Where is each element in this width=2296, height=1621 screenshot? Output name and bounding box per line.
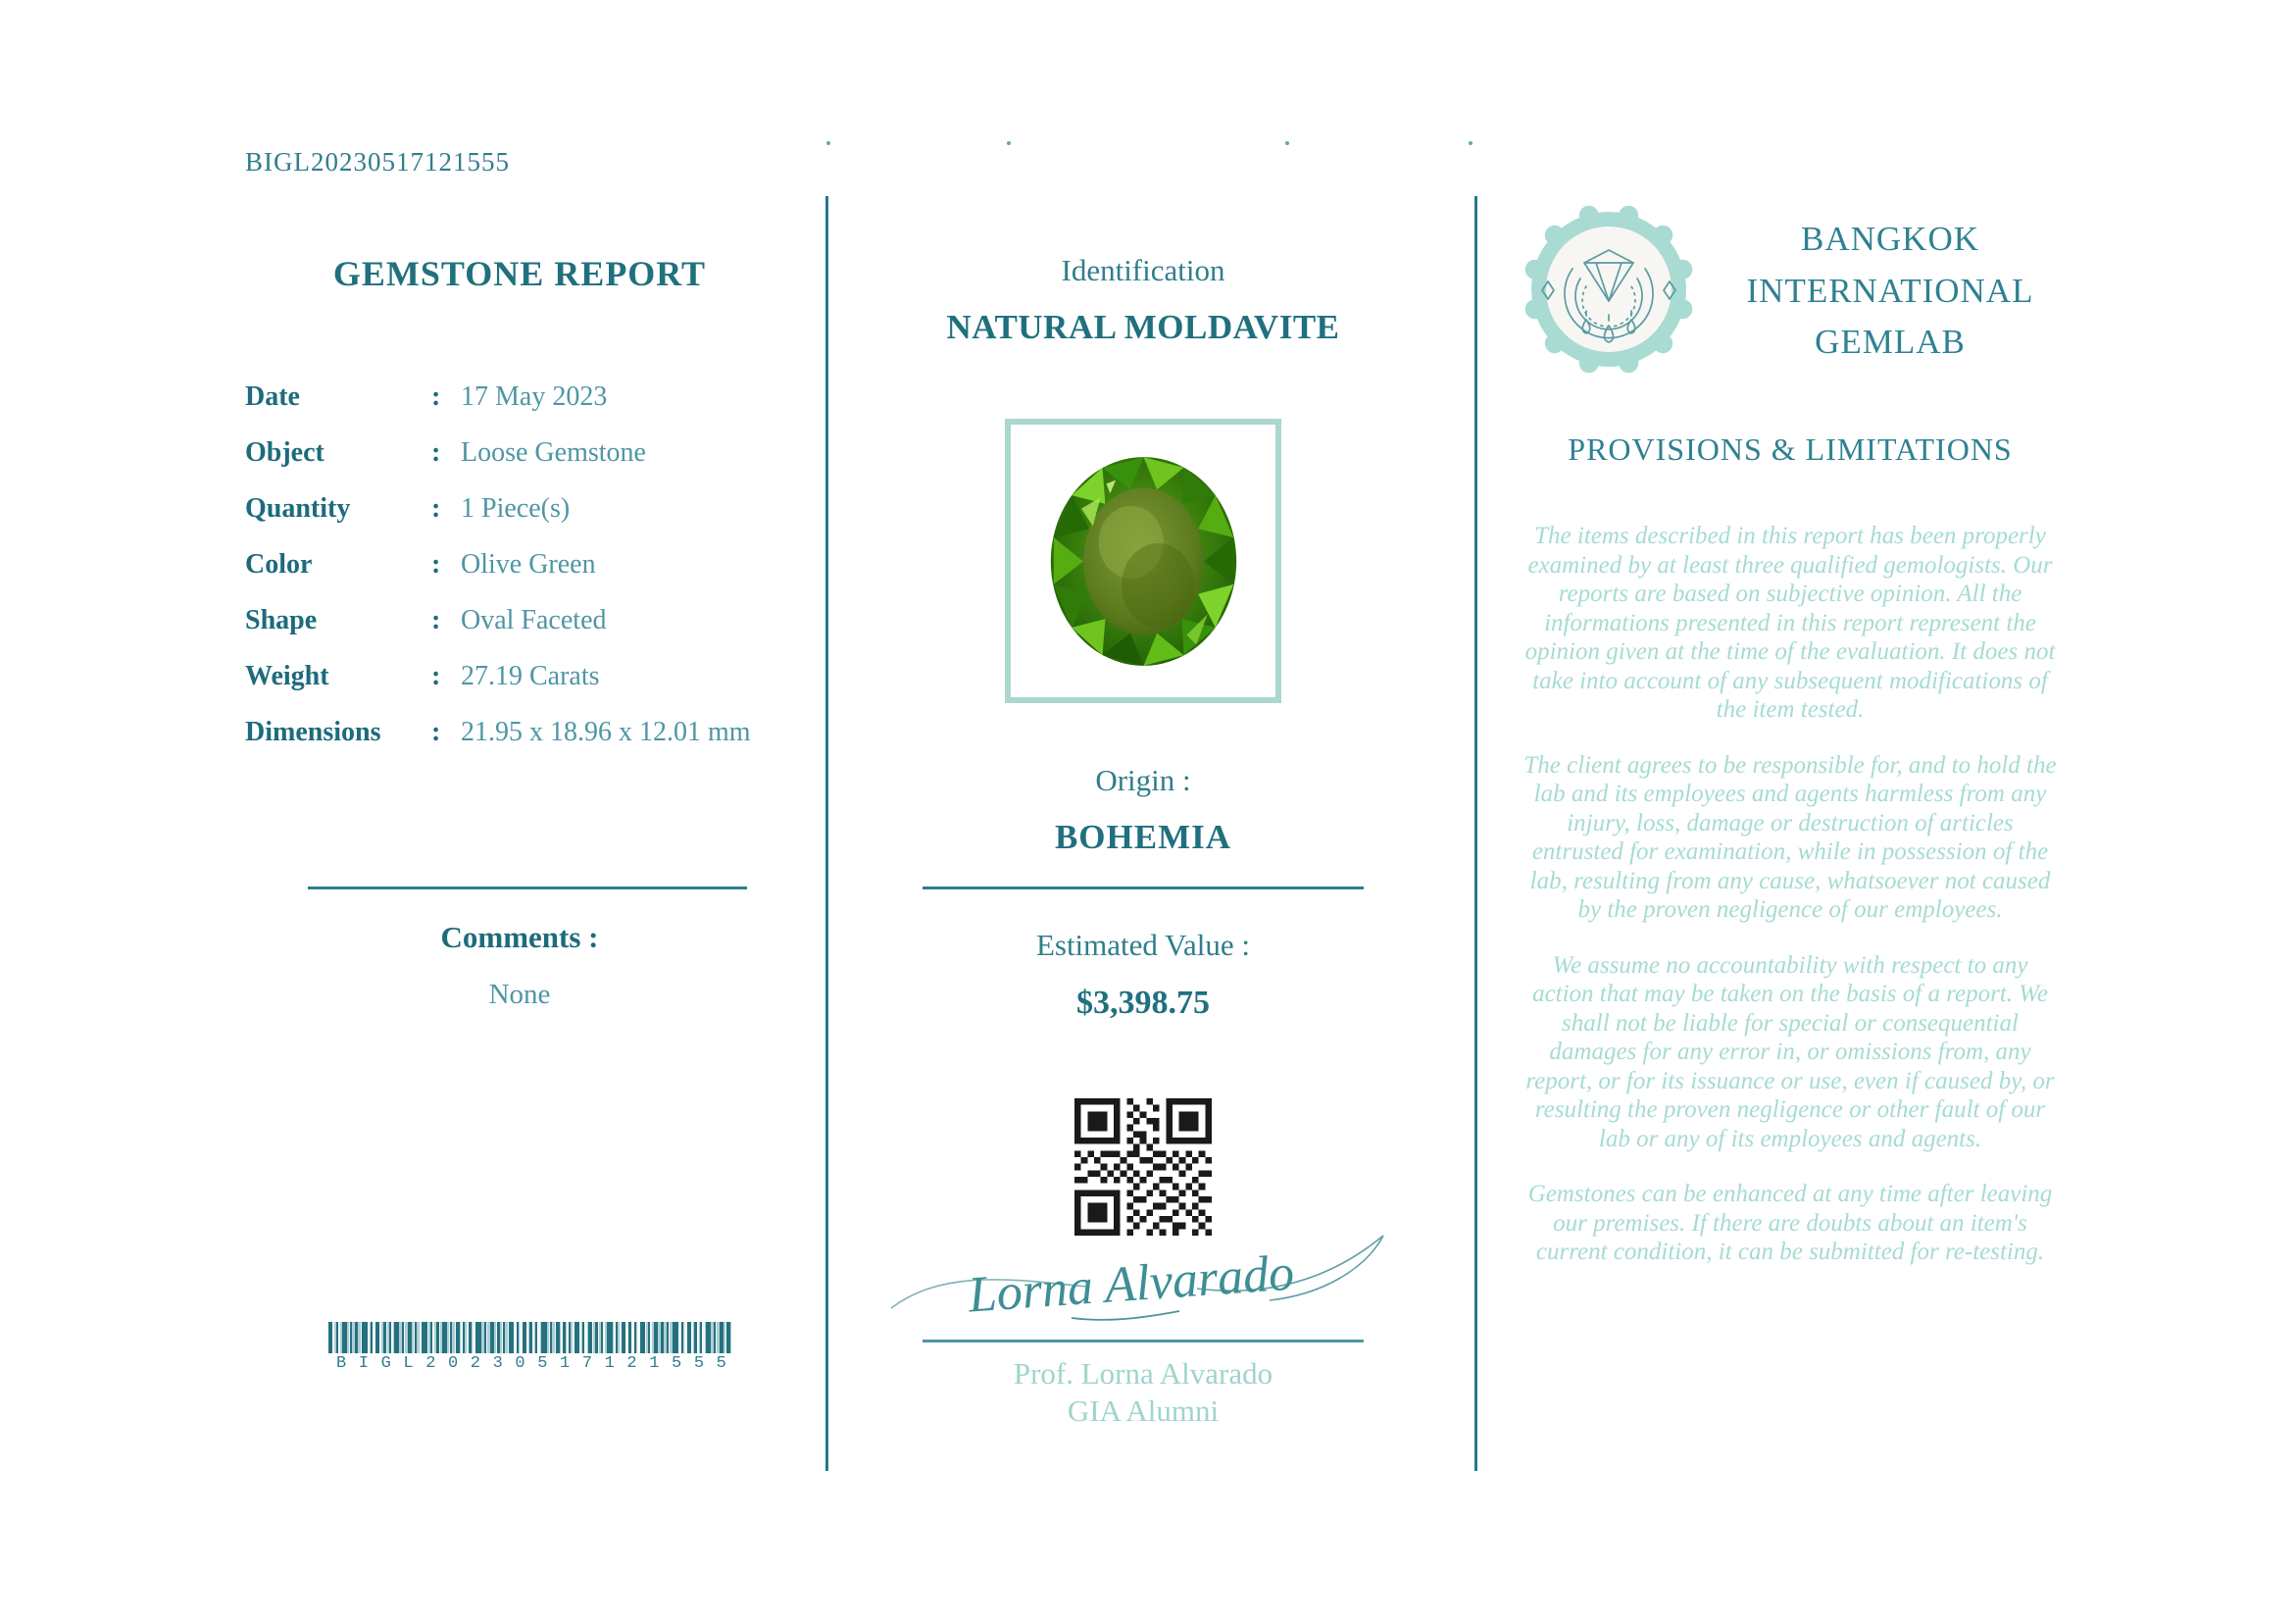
lab-name-line: GEMLAB (1815, 323, 1966, 361)
report-number: BIGL20230517121555 (245, 147, 510, 177)
field-value: 17 May 2023 (461, 381, 608, 412)
gem-name: NATURAL MOLDAVITE (946, 308, 1340, 346)
lab-name-line: INTERNATIONAL (1746, 271, 2034, 310)
report-title: GEMSTONE REPORT (332, 254, 707, 293)
lab-name-line: BANGKOK (1801, 220, 1979, 258)
spec-fields (245, 380, 794, 772)
origin-value: BOHEMIA (1054, 818, 1232, 856)
provisions-text (1522, 522, 2059, 1293)
origin-divider (923, 886, 1364, 889)
field-label: Dimensions (245, 717, 381, 747)
comments-divider (308, 886, 747, 889)
registration-dot (1469, 141, 1472, 145)
field-colon: : (431, 437, 441, 468)
field-label: Weight (245, 661, 329, 691)
field-value: Olive Green (461, 549, 596, 580)
provisions-title: PROVISIONS & LIMITATIONS (1568, 431, 2013, 467)
signer-name: Prof. Lorna Alvarado (1013, 1356, 1273, 1391)
signature-script: Lorna Alvarado (966, 1244, 1296, 1324)
field-colon: : (431, 605, 441, 635)
field-row-shape (245, 604, 794, 637)
column-divider (825, 196, 828, 1471)
barcode-bars (328, 1322, 732, 1353)
lab-column (1522, 0, 2059, 1621)
comments-value: None (488, 979, 551, 1010)
field-row-date (245, 380, 794, 414)
field-value: Oval Faceted (461, 605, 607, 635)
field-label: Object (245, 437, 324, 468)
qr-code (1074, 1098, 1212, 1236)
field-value: 21.95 x 18.96 x 12.01 mm (461, 717, 751, 747)
barcode-text: BIGL20230517121555 (336, 1354, 739, 1373)
provisions-paragraph: The client agrees to be responsible for, and to hold the lab and its employees and agents harmless from any injury, loss, damage or destruction of articles entrusted for examination, while in possession of the lab, resulting from any cause, whatsoever not caused by the proven negligence of our employees. (1523, 751, 2057, 923)
field-colon: : (431, 493, 441, 524)
barcode (328, 1322, 739, 1373)
field-colon: : (431, 381, 441, 412)
field-row-weight (245, 660, 794, 693)
field-label: Color (245, 549, 313, 580)
field-row-color (245, 548, 794, 582)
origin-label: Origin : (1095, 763, 1191, 797)
identification-heading: Identification (1061, 253, 1225, 287)
field-row-object (245, 436, 794, 470)
field-colon: : (431, 661, 441, 691)
gem-image (1043, 451, 1244, 672)
field-value: Loose Gemstone (461, 437, 646, 468)
column-divider (1474, 196, 1477, 1471)
field-row-dimensions (245, 716, 794, 749)
field-label: Quantity (245, 493, 351, 524)
signature (885, 1222, 1399, 1336)
lab-name (1696, 200, 2059, 379)
comments-label: Comments : (440, 920, 599, 954)
gem-photo-frame (1005, 419, 1281, 703)
field-label: Date (245, 381, 300, 412)
field-row-quantity (245, 492, 794, 526)
signature-line (923, 1340, 1364, 1342)
signer-title: GIA Alumni (1067, 1393, 1220, 1428)
field-value: 1 Piece(s) (461, 493, 571, 524)
gemlab-logo-icon (1522, 200, 1696, 379)
lab-header (1522, 200, 2059, 379)
estimated-value-amount: $3,398.75 (1076, 985, 1210, 1021)
field-colon: : (431, 549, 441, 580)
provisions-paragraph: We assume no accountability with respect to any action that may be taken on the basis of a report. We shall not be liable for special or consequential damages for any error in, or omissions from, any report, or for its issuance or use, even if caused by, or resulting the proven negligence or other fault of our lab or any of its employees and agents. (1525, 951, 2055, 1152)
field-colon: : (431, 717, 441, 747)
identification-column (923, 0, 1364, 1621)
registration-dot (826, 141, 830, 145)
provisions-paragraph: The items described in this report has been properly examined by at least three qualified gemologists. Our reports are based on subjective opinion. All the informations presented in this report represent the opinion given at the time of the evaluation. It does not take into account of any subsequent modifications of the item tested. (1524, 523, 2056, 723)
field-value: 27.19 Carats (461, 661, 600, 691)
estimated-value-label: Estimated Value : (1035, 928, 1251, 962)
field-label: Shape (245, 605, 318, 635)
provisions-paragraph: Gemstones can be enhanced at any time after leaving our premises. If there are doubts about an item's current condition, it can be submitted for re-testing. (1527, 1181, 2053, 1265)
